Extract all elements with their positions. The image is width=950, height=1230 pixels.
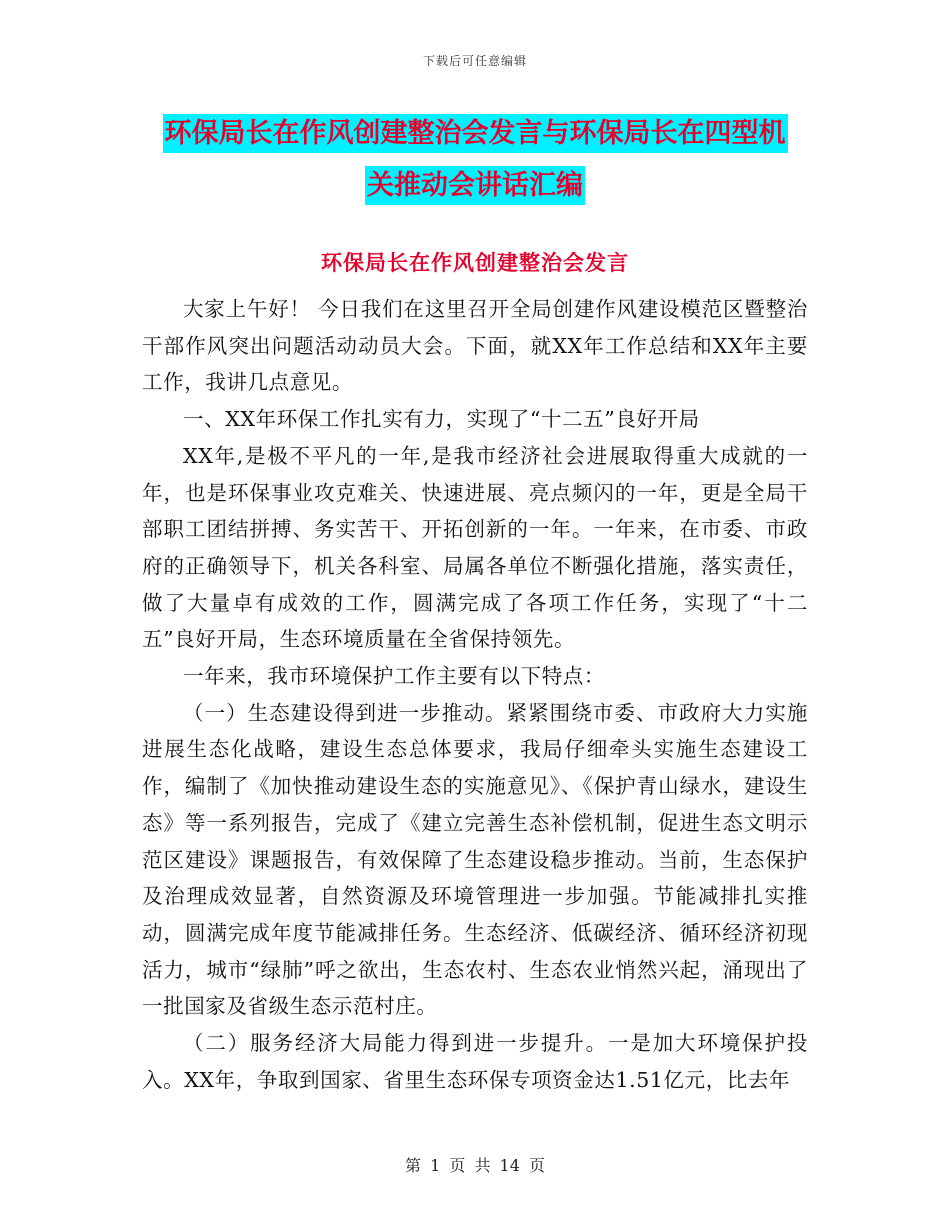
title-line-2: 关推动会讲话汇编 <box>365 166 585 205</box>
document-body <box>142 291 808 1098</box>
paragraph: （二）服务经济大局能力得到进一步提升。一是加大环境保护投入。XX年，争取到国家、省里生态环保专项资金达1.51亿元，比去年 <box>142 1031 808 1092</box>
page-header-note: 下载后可任意编辑 <box>422 54 527 68</box>
page-number-footer: 第 1 页 共 14 页 <box>405 1156 545 1175</box>
paragraph: 一年来，我市环境保护工作主要有以下特点： <box>183 664 605 689</box>
section-title: 环保局长在作风创建整治会发言 <box>321 250 629 275</box>
paragraph: 一、XX年环保工作扎实有力，实现了“十二五”良好开局 <box>183 407 700 432</box>
paragraph: 大家上午好！ 今日我们在这里召开全局创建作风建设模范区暨整治干部作风突出问题活动动员大会。下面，就XX年工作总结和XX年主要工作，我讲几点意见。 <box>142 297 808 395</box>
paragraph: （一）生态建设得到进一步推动。紧紧围绕市委、市政府大力实施进展生态化战略，建设生态总体要求，我局仔细牵头实施生态建设工作，编制了《加快推动建设生态的实施意见》、《保护青山绿水，建设生态》等一系列报告，完成了《建立完善生态补偿机制，促进生态文明示范区建设》课题报告，有效保障了生态建设稳步推动。当前，生态保护及治理成效显著，自然资源及环境管理进一步加强。节能减排扎实推动，圆满完成年度节能减排任务。生态经济、低碳经济、循环经济初现活力，城市“绿肺”呼之欲出，生态农村、生态农业悄然兴起，涌现出了一批国家及省级生态示范村庄。 <box>142 700 808 1019</box>
title-line-1: 环保局长在作风创建整治会发言与环保局长在四型机 <box>163 114 788 153</box>
paragraph: XX年,是极不平凡的一年,是我市经济社会进展取得重大成就的一年，也是环保事业攻克难关、快速进展、亮点频闪的一年，更是全局干部职工团结拼搏、务实苦干、开拓创新的一年。一年来，在市委、市政府的正确领导下，机关各科室、局属各单位不断强化措施，落实责任，做了大量卓有成效的工作，圆满完成了各项工作任务，实现了“十二五”良好开局，生态环境质量在全省保持领先。 <box>142 443 808 652</box>
document-title <box>130 108 820 212</box>
